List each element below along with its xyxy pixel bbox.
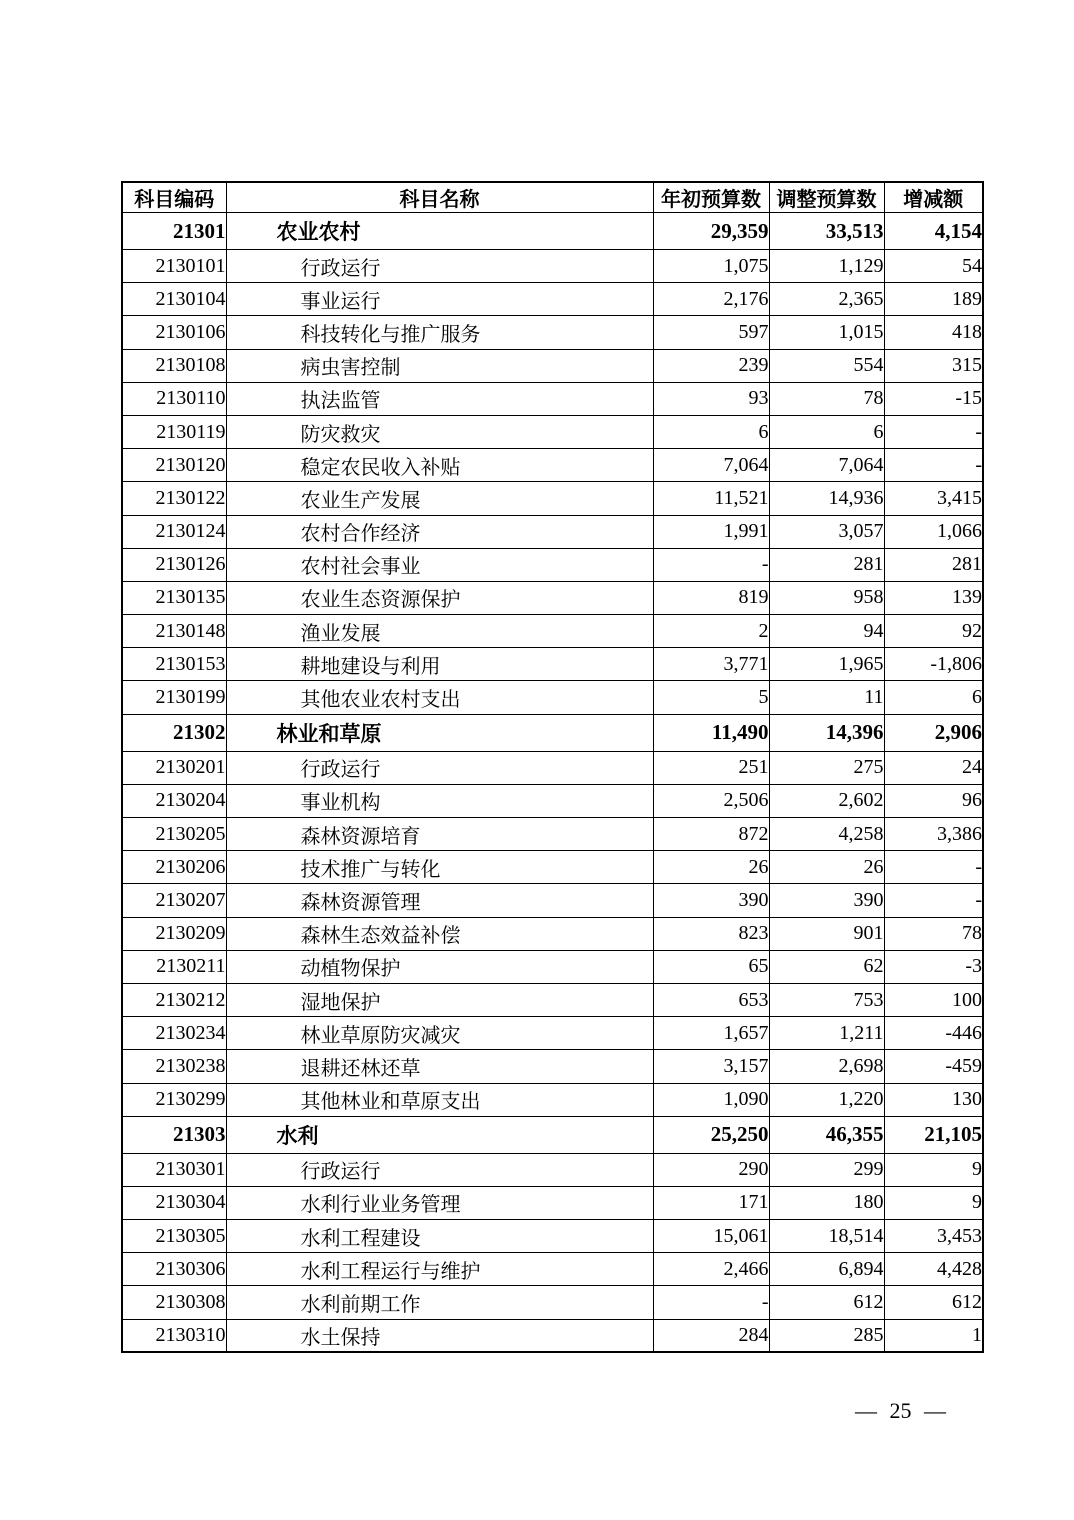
initial-cell: 6	[653, 415, 769, 448]
page-number: — 25 —	[855, 1398, 946, 1423]
column-header-code: 科目编码	[122, 182, 226, 213]
name-cell: 农村社会事业	[226, 548, 653, 581]
table-row	[122, 917, 983, 950]
name-cell: 其他林业和草原支出	[226, 1083, 653, 1116]
change-cell: 100	[884, 983, 983, 1016]
change-cell: -446	[884, 1017, 983, 1050]
change-cell: 3,453	[884, 1220, 983, 1253]
initial-cell: 3,771	[653, 648, 769, 681]
table-row	[122, 213, 983, 250]
change-cell: 281	[884, 548, 983, 581]
adjusted-cell: 6	[769, 415, 884, 448]
code-cell: 2130101	[122, 250, 226, 283]
initial-cell: 5	[653, 681, 769, 714]
change-cell: -1,806	[884, 648, 983, 681]
name-cell: 水利工程建设	[226, 1220, 653, 1253]
column-header-adjusted: 调整预算数	[769, 182, 884, 213]
adjusted-cell: 2,698	[769, 1050, 884, 1083]
code-cell: 2130304	[122, 1186, 226, 1219]
name-cell: 行政运行	[226, 250, 653, 283]
initial-cell: 819	[653, 581, 769, 614]
code-cell: 2130104	[122, 283, 226, 316]
initial-cell: 93	[653, 382, 769, 415]
budget-table	[121, 181, 984, 1353]
name-cell: 林业草原防灾减灾	[226, 1017, 653, 1050]
code-cell: 21302	[122, 714, 226, 751]
initial-cell: 29,359	[653, 213, 769, 250]
code-cell: 2130108	[122, 349, 226, 382]
initial-cell: 2,176	[653, 283, 769, 316]
initial-cell: 872	[653, 818, 769, 851]
initial-cell: 1,991	[653, 515, 769, 548]
code-cell: 2130305	[122, 1220, 226, 1253]
table-row	[122, 581, 983, 614]
column-header-initial: 年初预算数	[653, 182, 769, 213]
initial-cell: 25,250	[653, 1116, 769, 1153]
name-cell: 森林资源培育	[226, 818, 653, 851]
change-cell: 1	[884, 1319, 983, 1352]
change-cell: -	[884, 884, 983, 917]
table-row	[122, 482, 983, 515]
adjusted-cell: 94	[769, 615, 884, 648]
table-row	[122, 1253, 983, 1286]
name-cell: 防灾救灾	[226, 415, 653, 448]
change-cell: -	[884, 449, 983, 482]
adjusted-cell: 1,015	[769, 316, 884, 349]
table-row	[122, 1017, 983, 1050]
table-row	[122, 1116, 983, 1153]
change-cell: 3,415	[884, 482, 983, 515]
adjusted-cell: 14,936	[769, 482, 884, 515]
initial-cell: 1,090	[653, 1083, 769, 1116]
table-row	[122, 714, 983, 751]
initial-cell: 65	[653, 950, 769, 983]
name-cell: 水利工程运行与维护	[226, 1253, 653, 1286]
name-cell: 林业和草原	[226, 714, 653, 751]
initial-cell: 390	[653, 884, 769, 917]
change-cell: 78	[884, 917, 983, 950]
name-cell: 病虫害控制	[226, 349, 653, 382]
code-cell: 2130106	[122, 316, 226, 349]
name-cell: 湿地保护	[226, 983, 653, 1016]
adjusted-cell: 958	[769, 581, 884, 614]
code-cell: 2130199	[122, 681, 226, 714]
code-cell: 2130124	[122, 515, 226, 548]
table-row	[122, 615, 983, 648]
table-row	[122, 681, 983, 714]
code-cell: 2130301	[122, 1153, 226, 1186]
adjusted-cell: 390	[769, 884, 884, 917]
adjusted-cell: 299	[769, 1153, 884, 1186]
table-row	[122, 818, 983, 851]
adjusted-cell: 11	[769, 681, 884, 714]
name-cell: 水土保持	[226, 1319, 653, 1352]
initial-cell: -	[653, 1286, 769, 1319]
change-cell: 189	[884, 283, 983, 316]
name-cell: 技术推广与转化	[226, 851, 653, 884]
table-row	[122, 1153, 983, 1186]
code-cell: 2130310	[122, 1319, 226, 1352]
change-cell: -	[884, 415, 983, 448]
initial-cell: 26	[653, 851, 769, 884]
adjusted-cell: 180	[769, 1186, 884, 1219]
code-cell: 2130211	[122, 950, 226, 983]
table-row	[122, 1050, 983, 1083]
adjusted-cell: 285	[769, 1319, 884, 1352]
code-cell: 2130207	[122, 884, 226, 917]
initial-cell: 2,466	[653, 1253, 769, 1286]
change-cell: 9	[884, 1153, 983, 1186]
table-row	[122, 1083, 983, 1116]
name-cell: 事业运行	[226, 283, 653, 316]
code-cell: 2130201	[122, 751, 226, 784]
table-row	[122, 784, 983, 817]
table-row	[122, 851, 983, 884]
initial-cell: 171	[653, 1186, 769, 1219]
table-row	[122, 382, 983, 415]
name-cell: 水利	[226, 1116, 653, 1153]
initial-cell: 3,157	[653, 1050, 769, 1083]
table-row	[122, 283, 983, 316]
change-cell: 21,105	[884, 1116, 983, 1153]
change-cell: 6	[884, 681, 983, 714]
adjusted-cell: 1,129	[769, 250, 884, 283]
adjusted-cell: 46,355	[769, 1116, 884, 1153]
table-header	[122, 182, 983, 213]
adjusted-cell: 33,513	[769, 213, 884, 250]
change-cell: 96	[884, 784, 983, 817]
adjusted-cell: 612	[769, 1286, 884, 1319]
initial-cell: 7,064	[653, 449, 769, 482]
name-cell: 水利前期工作	[226, 1286, 653, 1319]
table-row	[122, 1220, 983, 1253]
initial-cell: 2	[653, 615, 769, 648]
initial-cell: 2,506	[653, 784, 769, 817]
code-cell: 2130306	[122, 1253, 226, 1286]
initial-cell: 11,490	[653, 714, 769, 751]
code-cell: 21301	[122, 213, 226, 250]
name-cell: 森林生态效益补偿	[226, 917, 653, 950]
code-cell: 2130110	[122, 382, 226, 415]
change-cell: -3	[884, 950, 983, 983]
adjusted-cell: 7,064	[769, 449, 884, 482]
code-cell: 2130308	[122, 1286, 226, 1319]
name-cell: 农村合作经济	[226, 515, 653, 548]
initial-cell: 597	[653, 316, 769, 349]
table-row	[122, 884, 983, 917]
code-cell: 2130204	[122, 784, 226, 817]
code-cell: 2130148	[122, 615, 226, 648]
adjusted-cell: 901	[769, 917, 884, 950]
table-row	[122, 1186, 983, 1219]
code-cell: 2130120	[122, 449, 226, 482]
initial-cell: 284	[653, 1319, 769, 1352]
code-cell: 2130119	[122, 415, 226, 448]
name-cell: 科技转化与推广服务	[226, 316, 653, 349]
change-cell: 139	[884, 581, 983, 614]
table-row	[122, 950, 983, 983]
adjusted-cell: 1,211	[769, 1017, 884, 1050]
adjusted-cell: 3,057	[769, 515, 884, 548]
table-row	[122, 983, 983, 1016]
adjusted-cell: 1,965	[769, 648, 884, 681]
name-cell: 渔业发展	[226, 615, 653, 648]
column-header-change: 增减额	[884, 182, 983, 213]
table-row	[122, 415, 983, 448]
adjusted-cell: 18,514	[769, 1220, 884, 1253]
table-row	[122, 349, 983, 382]
table-row	[122, 1286, 983, 1319]
adjusted-cell: 753	[769, 983, 884, 1016]
initial-cell: 251	[653, 751, 769, 784]
adjusted-cell: 2,602	[769, 784, 884, 817]
header-row	[122, 182, 983, 213]
code-cell: 2130238	[122, 1050, 226, 1083]
change-cell: 612	[884, 1286, 983, 1319]
adjusted-cell: 62	[769, 950, 884, 983]
name-cell: 事业机构	[226, 784, 653, 817]
change-cell: 92	[884, 615, 983, 648]
name-cell: 行政运行	[226, 751, 653, 784]
initial-cell: 653	[653, 983, 769, 1016]
code-cell: 2130153	[122, 648, 226, 681]
name-cell: 农业生态资源保护	[226, 581, 653, 614]
name-cell: 稳定农民收入补贴	[226, 449, 653, 482]
table-row	[122, 1319, 983, 1352]
change-cell: 1,066	[884, 515, 983, 548]
table-body	[122, 213, 983, 1353]
name-cell: 农业生产发展	[226, 482, 653, 515]
adjusted-cell: 2,365	[769, 283, 884, 316]
name-cell: 森林资源管理	[226, 884, 653, 917]
code-cell: 2130212	[122, 983, 226, 1016]
change-cell: 4,428	[884, 1253, 983, 1286]
change-cell: -	[884, 851, 983, 884]
change-cell: 315	[884, 349, 983, 382]
change-cell: 3,386	[884, 818, 983, 851]
adjusted-cell: 275	[769, 751, 884, 784]
code-cell: 2130122	[122, 482, 226, 515]
initial-cell: 239	[653, 349, 769, 382]
adjusted-cell: 26	[769, 851, 884, 884]
adjusted-cell: 6,894	[769, 1253, 884, 1286]
change-cell: 9	[884, 1186, 983, 1219]
table-row	[122, 250, 983, 283]
change-cell: 54	[884, 250, 983, 283]
name-cell: 水利行业业务管理	[226, 1186, 653, 1219]
change-cell: 24	[884, 751, 983, 784]
name-cell: 行政运行	[226, 1153, 653, 1186]
table-row	[122, 449, 983, 482]
adjusted-cell: 14,396	[769, 714, 884, 751]
initial-cell: 11,521	[653, 482, 769, 515]
change-cell: 2,906	[884, 714, 983, 751]
initial-cell: 290	[653, 1153, 769, 1186]
code-cell: 2130299	[122, 1083, 226, 1116]
name-cell: 动植物保护	[226, 950, 653, 983]
change-cell: 130	[884, 1083, 983, 1116]
change-cell: 4,154	[884, 213, 983, 250]
code-cell: 2130234	[122, 1017, 226, 1050]
name-cell: 退耕还林还草	[226, 1050, 653, 1083]
change-cell: -459	[884, 1050, 983, 1083]
change-cell: -15	[884, 382, 983, 415]
code-cell: 2130205	[122, 818, 226, 851]
adjusted-cell: 281	[769, 548, 884, 581]
table-row	[122, 548, 983, 581]
adjusted-cell: 1,220	[769, 1083, 884, 1116]
column-header-name: 科目名称	[226, 182, 653, 213]
table-row	[122, 515, 983, 548]
code-cell: 2130206	[122, 851, 226, 884]
adjusted-cell: 4,258	[769, 818, 884, 851]
adjusted-cell: 78	[769, 382, 884, 415]
table-row	[122, 316, 983, 349]
name-cell: 执法监管	[226, 382, 653, 415]
adjusted-cell: 554	[769, 349, 884, 382]
code-cell: 21303	[122, 1116, 226, 1153]
name-cell: 农业农村	[226, 213, 653, 250]
initial-cell: 823	[653, 917, 769, 950]
initial-cell: 1,657	[653, 1017, 769, 1050]
table-row	[122, 751, 983, 784]
change-cell: 418	[884, 316, 983, 349]
table-row	[122, 648, 983, 681]
name-cell: 其他农业农村支出	[226, 681, 653, 714]
initial-cell: -	[653, 548, 769, 581]
code-cell: 2130126	[122, 548, 226, 581]
code-cell: 2130209	[122, 917, 226, 950]
name-cell: 耕地建设与利用	[226, 648, 653, 681]
initial-cell: 1,075	[653, 250, 769, 283]
code-cell: 2130135	[122, 581, 226, 614]
initial-cell: 15,061	[653, 1220, 769, 1253]
